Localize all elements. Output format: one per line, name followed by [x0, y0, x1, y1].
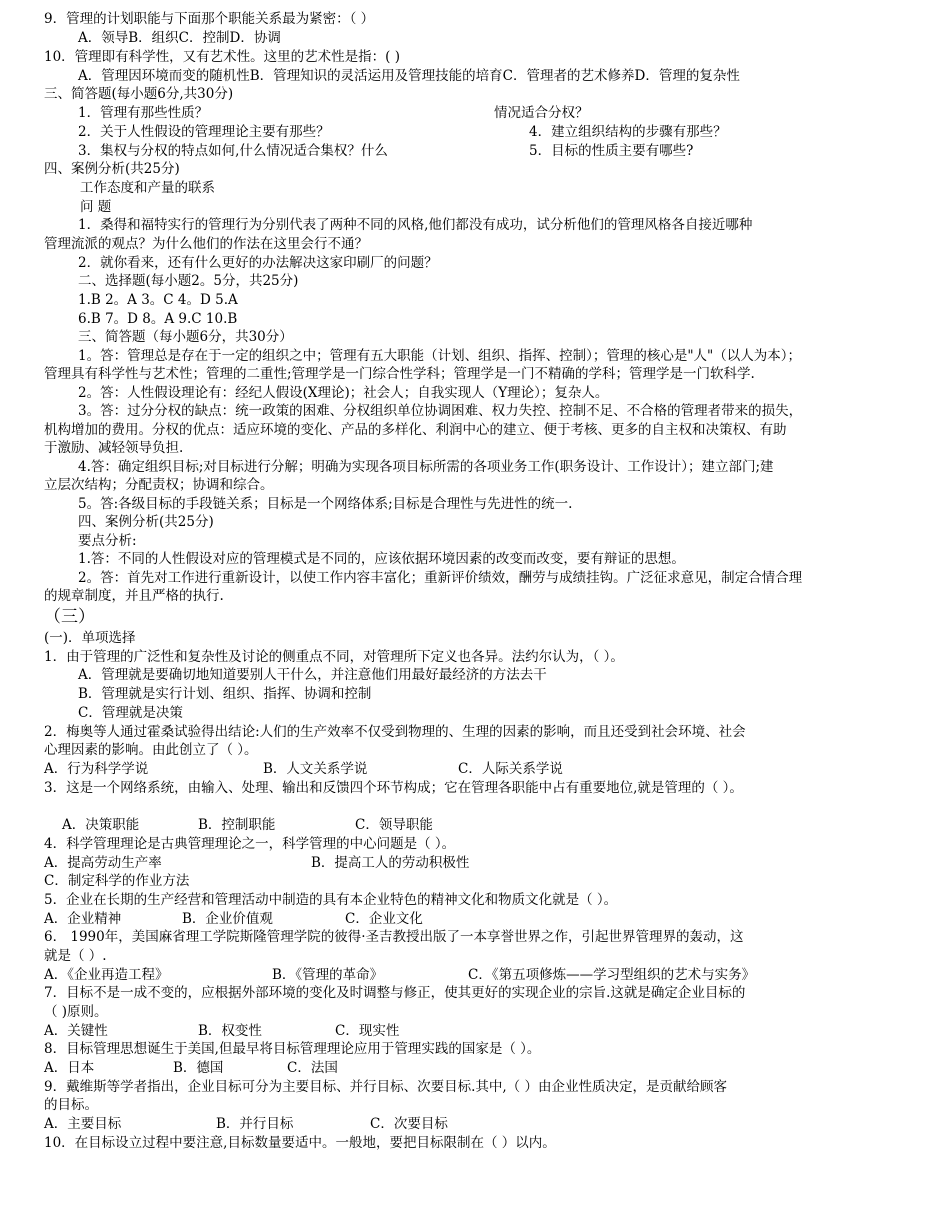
text-line: 管理具有科学性与艺术性；管理的二重性;管理学是一门综合性学科；管理学是一门不精确的学科；管理学是一门软科学.: [44, 366, 755, 382]
text-line: A．提高劳动生产率: [44, 855, 162, 871]
text-line: 要点分析:: [78, 533, 137, 549]
text-line: 6.B 7。D 8。A 9.C 10.B: [78, 311, 238, 327]
text-line: 9．管理的计划职能与下面那个职能关系最为紧密：（ ）: [44, 11, 375, 27]
text-line: 四、案例分析(共25分): [44, 161, 180, 177]
text-line: C．管理就是决策: [78, 705, 183, 721]
text-line: 心理因素的影响。由此创立了（ ）。: [44, 742, 258, 758]
text-line: 于激励、减轻领导负担.: [44, 440, 184, 456]
text-line: B．管理就是实行计划、组织、指挥、协调和控制: [78, 686, 372, 702]
text-line: 2．就你看来，还有什么更好的办法解决这家印刷厂的问题？: [78, 255, 438, 271]
text-line: 2．梅奥等人通过霍桑试验得出结论:人们的生产效率不仅受到物理的、生理的因素的影响，而且还受到社会环境、社会: [44, 724, 746, 740]
text-line: C．人际关系学说: [458, 761, 563, 777]
text-line: 2．关于人性假设的管理理论主要有那些？: [78, 124, 330, 140]
text-line: 5．企业在长期的生产经营和管理活动中制造的具有本企业特色的精神文化和物质文化就是（ ）。: [44, 892, 618, 908]
text-line: 三、简答题（每小题6分，共30分）: [78, 329, 293, 345]
text-line: 三、简答题(每小题6分,共30分): [44, 86, 234, 102]
text-line: 四、案例分析(共25分): [78, 514, 214, 530]
text-line: B．人文关系学说: [263, 761, 368, 777]
text-line: 4.答：确定组织目标;对目标进行分解；明确为实现各项目标所需的各项业务工作(职务设计、工作设计）；建立部门;建: [78, 459, 774, 475]
text-line: B．企业价值观: [182, 911, 273, 927]
text-line: 的目标。: [44, 1097, 98, 1113]
text-line: A．行为科学学说: [44, 761, 149, 777]
section-heading: （三）: [44, 607, 95, 627]
text-line: 1.B 2。A 3。C 4。D 5.A: [78, 292, 238, 308]
text-line: （ )原则。: [44, 1004, 108, 1020]
text-line: B．并行目标: [216, 1116, 294, 1132]
text-line: 7．目标不是一成不变的，应根据外部环境的变化及时调整与修正，使其更好的实现企业的宗旨.这就是确定企业目标的: [44, 985, 746, 1001]
text-line: 情况适合分权？: [494, 105, 589, 121]
text-line: 3．集权与分权的特点如何,什么情况适合集权？什么: [78, 143, 388, 159]
text-line: 1.答：不同的人性假设对应的管理模式是不同的，应该依据环境因素的改变而改变，要有辩证的思想。: [78, 551, 685, 567]
text-line: 8．目标管理思想诞生于美国,但最早将目标管理理论应用于管理实践的国家是（ ）。: [44, 1041, 541, 1057]
text-line: A．关键性: [44, 1023, 108, 1039]
text-line: A．主要目标: [44, 1116, 122, 1132]
text-line: 6． 1990年，美国麻省理工学院斯隆管理学院的彼得·圣吉教授出版了一本享誉世界之作，引起世界管理界的轰动，这: [44, 929, 744, 945]
text-line: C．企业文化: [345, 911, 423, 927]
text-line: 9．戴维斯等学者指出，企业目标可分为主要目标、并行目标、次要目标.其中,（ ）由企业性质决定，是贡献给顾客: [44, 1079, 727, 1095]
text-line: C．次要目标: [370, 1116, 448, 1132]
text-line: 工作态度和产量的联系: [80, 180, 215, 196]
text-line: 10．管理即有科学性，又有艺术性。这里的艺术性是指：( ): [44, 49, 401, 65]
text-line: 4．建立组织结构的步骤有那些？: [529, 124, 727, 140]
text-line: B．权变性: [198, 1023, 262, 1039]
text-line: 1．由于管理的广泛性和复杂性及讨论的侧重点不同，对管理所下定义也各异。法约尔认为，（ ）。: [44, 649, 624, 665]
text-line: C．制定科学的作业方法: [44, 873, 190, 889]
text-line: 5．目标的性质主要有哪些?: [529, 143, 694, 159]
text-line: 就是（ ）.: [44, 948, 107, 964]
text-line: A．管理就是要确切地知道要别人干什么，并注意他们用最好最经济的方法去干: [78, 667, 547, 683]
text-line: 立层次结构；分配责权；协调和综合。: [44, 477, 274, 493]
text-line: C．法国: [287, 1060, 338, 1076]
text-line: 3。答：过分分权的缺点：统一政策的困难、分权组织单位协调困难、权力失控、控制不足、不合格的管理者带来的损失，: [78, 403, 803, 419]
text-line: (一)．单项选择: [44, 630, 136, 646]
text-line: 1．管理有那些性质？: [78, 105, 209, 121]
text-line: 1．桑得和福特实行的管理行为分别代表了两种不同的风格,他们都没有成功，试分析他们的管理风格各自接近哪种: [78, 217, 753, 233]
text-line: 4．科学管理理论是古典管理理论之一，科学管理的中心问题是（ ）。: [44, 836, 456, 852]
text-line: 问 题: [80, 199, 112, 215]
text-line: 1。答：管理总是存在于一定的组织之中；管理有五大职能（计划、组织、指挥、控制）；管理的核心是"人"（以人为本）；: [78, 348, 802, 364]
text-line: A．《企业再造工程》: [44, 967, 169, 983]
text-line: 2。答：首先对工作进行重新设计，以使工作内容丰富化；重新评价绩效，酬劳与成绩挂钩。广泛征求意见，制定合情合理: [78, 570, 803, 586]
text-line: A．领导B．组织C．控制D．协调: [78, 30, 281, 46]
text-line: B．控制职能: [198, 817, 276, 833]
text-line: C．现实性: [335, 1023, 400, 1039]
text-line: 2。答：人性假设理论有：经纪人假设(X理论)；社会人；自我实现人（Y理论）；复杂人。: [78, 385, 609, 401]
text-line: 5。答:各级目标的手段链关系；目标是一个网络体系;目标是合理性与先进性的统一.: [78, 496, 573, 512]
text-line: C．领导职能: [355, 817, 433, 833]
text-line: 10．在目标设立过程中要注意,目标数量要适中。一般地，要把目标限制在（ ）以内。: [44, 1135, 556, 1151]
text-line: B．《管理的革命》: [272, 967, 384, 983]
text-line: 二、选择题(每小题2。5分，共25分): [78, 273, 299, 289]
text-line: B．德国: [173, 1060, 224, 1076]
text-line: A．决策职能: [62, 817, 140, 833]
text-line: A．企业精神: [44, 911, 122, 927]
text-line: 3．这是一个网络系统，由输入、处理、输出和反馈四个环节构成；它在管理各职能中占有重要地位,就是管理的（ ）。: [44, 780, 743, 796]
text-line: A．日本: [44, 1060, 95, 1076]
text-line: 的规章制度，并且严格的执行.: [44, 588, 224, 604]
text-line: A．管理因环境而变的随机性B．管理知识的灵活运用及管理技能的培育C．管理者的艺术修养D．管理的复杂性: [78, 68, 740, 84]
text-line: B．提高工人的劳动积极性: [311, 855, 470, 871]
text-line: 机构增加的费用。分权的优点：适应环境的变化、产品的多样化、利润中心的建立、便于考核、更多的自主权和决策权、有助: [44, 422, 787, 438]
text-line: 管理流派的观点？为什么他们的作法在这里会行不通？: [44, 236, 368, 252]
text-line: C．《第五项修炼——学习型组织的艺术与实务》: [468, 967, 756, 983]
